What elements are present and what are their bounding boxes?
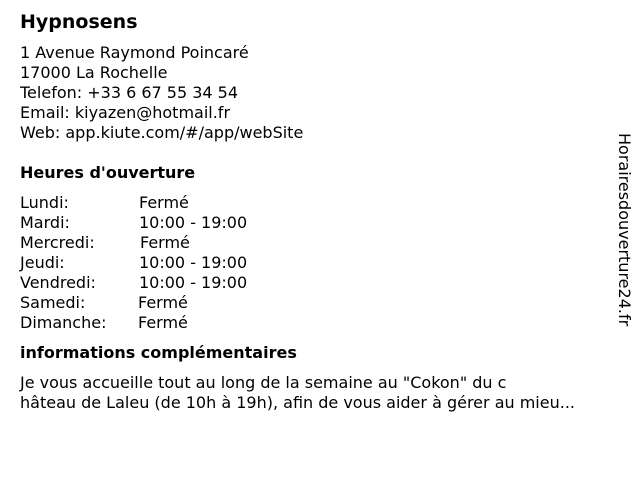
hours-heading: Heures d'ouverture: [20, 163, 196, 182]
address-street: 1 Avenue Raymond Poincaré: [20, 43, 249, 62]
hours-row-mardi: [20, 213, 620, 233]
business-card: [20, 10, 620, 413]
day-label: Dimanche:: [20, 313, 107, 332]
day-hours: 10:00 - 19:00: [139, 213, 248, 232]
info-heading: informations complémentaires: [20, 343, 297, 362]
info-text-line-1: Je vous accueille tout au long de la semaine au "Cokon" du c: [20, 373, 507, 392]
day-hours: Fermé: [138, 293, 188, 312]
hours-row-dimanche: [20, 313, 620, 333]
hours-row-mercredi: [20, 233, 620, 253]
day-label: Mercredi:: [20, 233, 95, 252]
day-hours: 10:00 - 19:00: [139, 253, 248, 272]
day-label: Mardi:: [20, 213, 70, 232]
phone-line: Telefon: +33 6 67 55 34 54: [20, 83, 239, 102]
site-watermark: Horairesdouverture24.fr: [615, 133, 634, 327]
day-hours: Fermé: [139, 193, 189, 212]
hours-row-jeudi: [20, 253, 620, 273]
day-hours: Fermé: [140, 233, 190, 252]
day-hours: Fermé: [138, 313, 188, 332]
info-text-line-2: hâteau de Laleu (de 10h à 19h), afin de vous aider à gérer au mieu...: [20, 393, 575, 412]
address-city: 17000 La Rochelle: [20, 63, 168, 82]
day-label: Jeudi:: [20, 253, 65, 272]
day-label: Vendredi:: [20, 273, 96, 292]
web-line: Web: app.kiute.com/#/app/webSite: [20, 123, 304, 142]
day-label: Lundi:: [20, 193, 69, 212]
email-line: Email: kiyazen@hotmail.fr: [20, 103, 231, 122]
business-name: Hypnosens: [20, 11, 138, 33]
hours-row-vendredi: [20, 273, 620, 293]
hours-list: [20, 193, 620, 333]
hours-row-lundi: [20, 193, 620, 213]
day-label: Samedi:: [20, 293, 86, 312]
day-hours: 10:00 - 19:00: [139, 273, 248, 292]
hours-row-samedi: [20, 293, 620, 313]
